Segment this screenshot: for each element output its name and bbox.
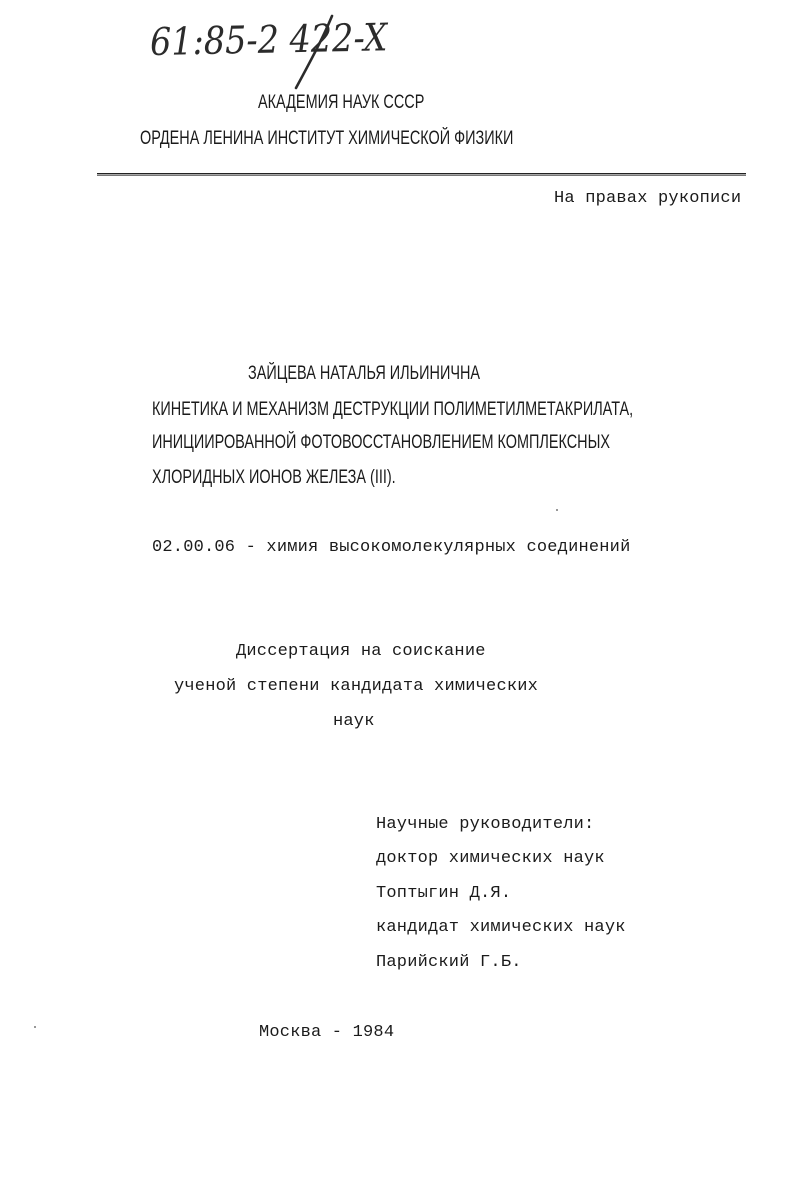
handwritten-slash-mark: [270, 12, 348, 92]
academy-name: АКАДЕМИЯ НАУК СССР: [258, 92, 425, 113]
supervisors-heading: Научные руководители:: [376, 815, 595, 834]
dissertation-line-2: ученой степени кандидата химических: [174, 677, 539, 696]
handwritten-catalog-mark: 61:85-2 422-X: [149, 15, 388, 64]
title-line-1: КИНЕТИКА И МЕХАНИЗМ ДЕСТРУКЦИИ ПОЛИМЕТИЛМЕТАКРИЛАТА,: [152, 399, 634, 420]
dissertation-line-3: наук: [333, 712, 375, 731]
author-name: ЗАЙЦЕВА НАТАЛЬЯ ИЛЬИНИЧНА: [248, 363, 481, 384]
institute-name: ОРДЕНА ЛЕНИНА ИНСТИТУТ ХИМИЧЕСКОЙ ФИЗИКИ: [140, 128, 514, 149]
supervisor-1-degree: доктор химических наук: [376, 849, 605, 868]
supervisor-2-degree: кандидат химических наук: [376, 918, 626, 937]
supervisor-1-name: Топтыгин Д.Я.: [376, 884, 512, 903]
place-and-year: Москва - 1984: [259, 1023, 395, 1042]
rights-note: На правах рукописи: [554, 189, 742, 208]
supervisor-2-name: Парийский Г.Б.: [376, 953, 522, 972]
title-line-3: ХЛОРИДНЫХ ИОНОВ ЖЕЛЕЗА (III).: [152, 467, 396, 488]
dissertation-line-1: Диссертация на соискание: [236, 642, 486, 661]
scan-speck: [556, 509, 558, 511]
header-divider: [97, 173, 746, 176]
specialty-code: 02.00.06 - химия высокомолекулярных соединений: [152, 538, 631, 557]
title-line-2: ИНИЦИИРОВАННОЙ ФОТОВОССТАНОВЛЕНИЕМ КОМПЛЕКСНЫХ: [152, 432, 611, 453]
scan-speck: [34, 1026, 36, 1028]
